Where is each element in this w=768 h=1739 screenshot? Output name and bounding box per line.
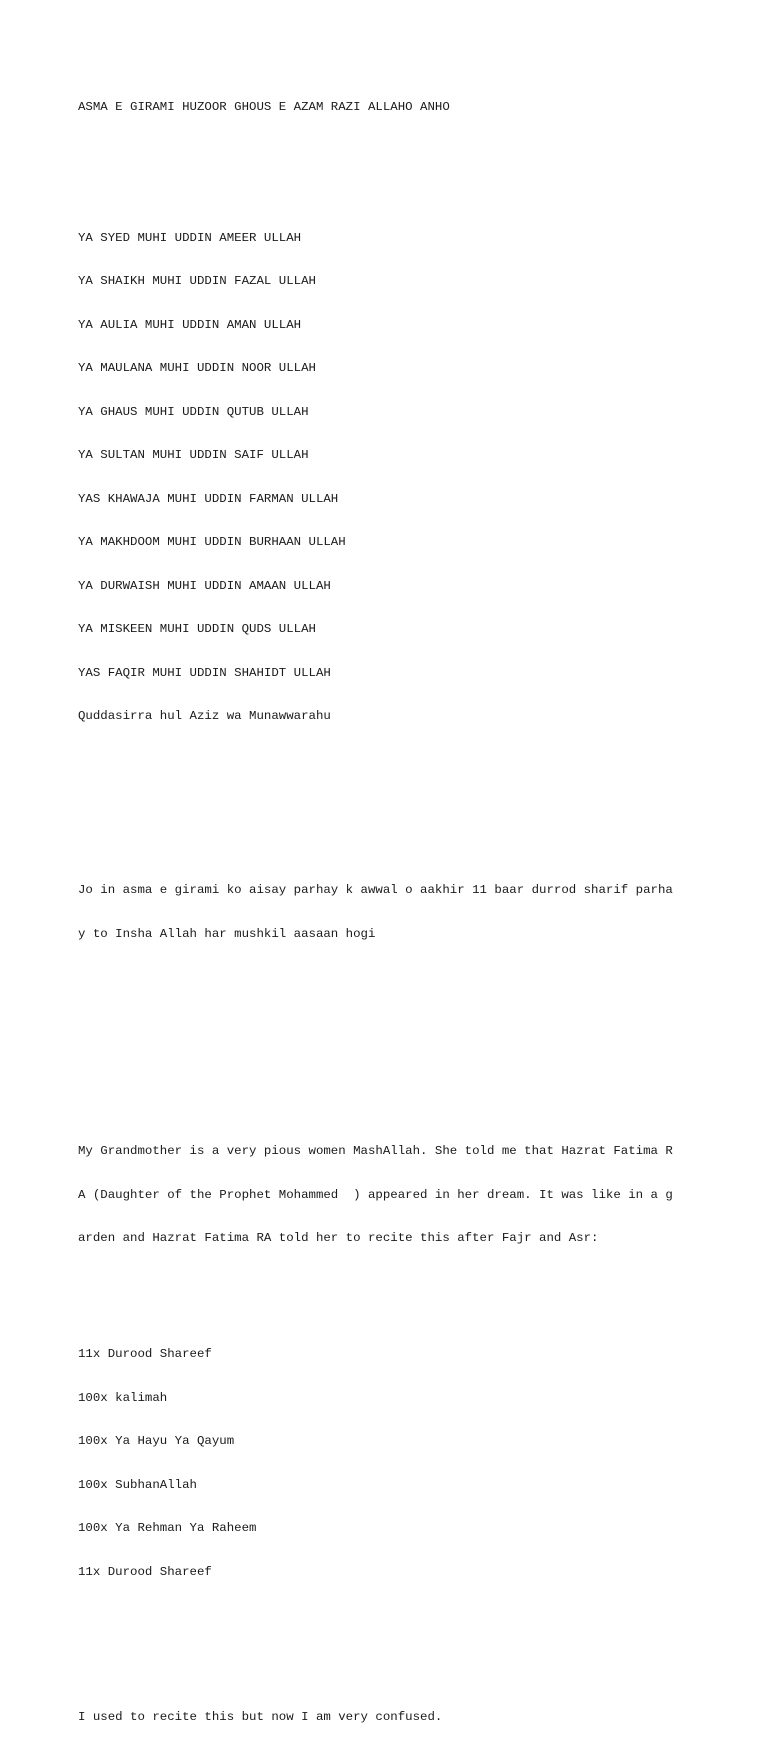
- recitation-item: 11x Durood Shareef: [78, 1564, 212, 1579]
- story-line: My Grandmother is a very pious women MashAllah. She told me that Hazrat Fatima R: [78, 1144, 673, 1158]
- names-list: [78, 202, 738, 753]
- spacer: [78, 796, 738, 811]
- names-list-item: Quddasirra hul Aziz wa Munawwarahu: [78, 709, 331, 723]
- recitation-list: [78, 1318, 738, 1608]
- story-line: arden and Hazrat Fatima RA told her to recite this after Fajr and Asr:: [78, 1231, 599, 1245]
- recitation-item: 100x kalimah: [78, 1390, 168, 1405]
- recitation-item: 100x Ya Hayu Ya Qayum: [78, 1434, 235, 1448]
- names-list-item: YAS FAQIR MUHI UDDIN SHAHIDT ULLAH: [78, 665, 331, 680]
- spacer: [78, 1057, 738, 1072]
- names-list-item: YA MAULANA MUHI UDDIN NOOR ULLAH: [78, 361, 316, 375]
- closing-line: I used to recite this but now I am very confused.: [78, 1709, 443, 1724]
- names-list-item: YA MAKHDOOM MUHI UDDIN BURHAAN ULLAH: [78, 535, 346, 549]
- instruction-paragraph: [78, 854, 738, 970]
- recitation-item: 100x SubhanAllah: [78, 1477, 197, 1492]
- instruction-line: Jo in asma e girami ko aisay parhay k awwal o aakhir 11 baar durrod sharif parha: [78, 883, 673, 897]
- names-list-item: YA SYED MUHI UDDIN AMEER ULLAH: [78, 230, 302, 245]
- names-list-item: YA AULIA MUHI UDDIN AMAN ULLAH: [78, 317, 302, 332]
- names-list-item: YA MISKEEN MUHI UDDIN QUDS ULLAH: [78, 622, 316, 636]
- recitation-item: 11x Durood Shareef: [78, 1347, 212, 1361]
- spacer: [78, 1014, 738, 1029]
- spacer: [78, 1652, 738, 1667]
- instruction-line: y to Insha Allah har mushkil aasaan hogi: [78, 926, 376, 941]
- names-list-item: YA SULTAN MUHI UDDIN SAIF ULLAH: [78, 448, 309, 462]
- document-page: [78, 71, 738, 1739]
- story-paragraph: [78, 1115, 738, 1275]
- spacer: [78, 144, 738, 159]
- recitation-item: 100x Ya Rehman Ya Raheem: [78, 1521, 257, 1535]
- names-list-item: YA DURWAISH MUHI UDDIN AMAAN ULLAH: [78, 578, 331, 593]
- document-title: ASMA E GIRAMI HUZOOR GHOUS E AZAM RAZI ALLAHO ANHO: [78, 100, 450, 114]
- names-list-item: YAS KHAWAJA MUHI UDDIN FARMAN ULLAH: [78, 491, 339, 506]
- names-list-item: YA GHAUS MUHI UDDIN QUTUB ULLAH: [78, 404, 309, 419]
- names-list-item: YA SHAIKH MUHI UDDIN FAZAL ULLAH: [78, 274, 316, 288]
- story-line: A (Daughter of the Prophet Mohammed ) appeared in her dream. It was like in a g: [78, 1187, 673, 1202]
